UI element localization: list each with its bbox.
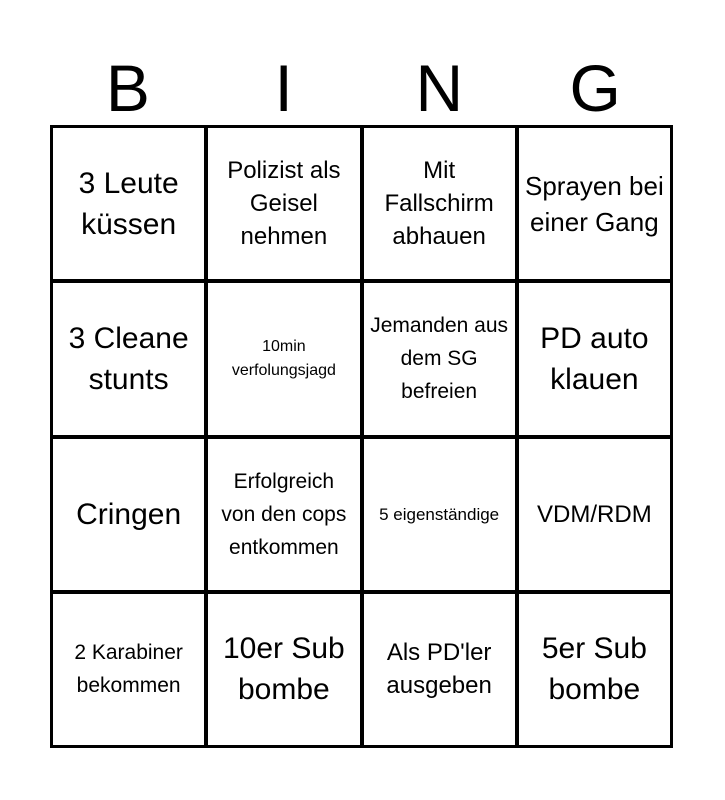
cell-text: 10er Sub bombe xyxy=(222,632,345,707)
bingo-cell[interactable] xyxy=(519,439,670,590)
header-letter-b: B xyxy=(105,51,150,125)
bingo-cell[interactable] xyxy=(519,128,670,279)
bingo-cell[interactable] xyxy=(364,128,515,279)
cell-text: 5 eigenständige xyxy=(379,504,500,524)
bingo-cell[interactable] xyxy=(53,283,204,434)
cell-text: 5er Sub bombe xyxy=(541,632,647,707)
cell-text: 10min verfolungsjagd xyxy=(231,337,336,379)
cell-text: Als PD'ler ausgeben xyxy=(386,639,492,700)
bingo-cell[interactable] xyxy=(53,128,204,279)
cell-text: Mit Fallschirm abhauen xyxy=(384,157,494,251)
bingo-cell[interactable] xyxy=(519,283,670,434)
bingo-cell[interactable] xyxy=(208,439,359,590)
header-letter-g: G xyxy=(569,51,621,125)
cell-text: Cringen xyxy=(76,497,182,531)
cell-text: 3 Leute küssen xyxy=(78,166,179,241)
cell-text: Erfolgreich von den cops entkommen xyxy=(221,469,347,559)
bingo-cell[interactable] xyxy=(519,594,670,745)
cell-text: Jemanden aus dem SG befreien xyxy=(370,314,508,404)
bingo-grid xyxy=(50,125,673,748)
cell-text: 3 Cleane stunts xyxy=(68,321,189,396)
bingo-cell[interactable] xyxy=(364,283,515,434)
cell-text: Polizist als Geisel nehmen xyxy=(227,157,341,251)
bingo-cell[interactable] xyxy=(208,128,359,279)
header-letter-n: N xyxy=(415,51,464,125)
cell-text: Sprayen bei einer Gang xyxy=(524,170,664,237)
header-letter-i: I xyxy=(274,51,293,125)
bingo-header xyxy=(50,52,673,124)
cell-text: VDM/RDM xyxy=(537,500,652,528)
cell-text: 2 Karabiner bekommen xyxy=(74,641,183,698)
bingo-cell[interactable] xyxy=(53,439,204,590)
bingo-cell[interactable] xyxy=(53,594,204,745)
bingo-cell[interactable] xyxy=(208,594,359,745)
bingo-cell[interactable] xyxy=(364,594,515,745)
bingo-cell[interactable] xyxy=(208,283,359,434)
bingo-cell[interactable] xyxy=(364,439,515,590)
cell-text: PD auto klauen xyxy=(540,321,649,396)
